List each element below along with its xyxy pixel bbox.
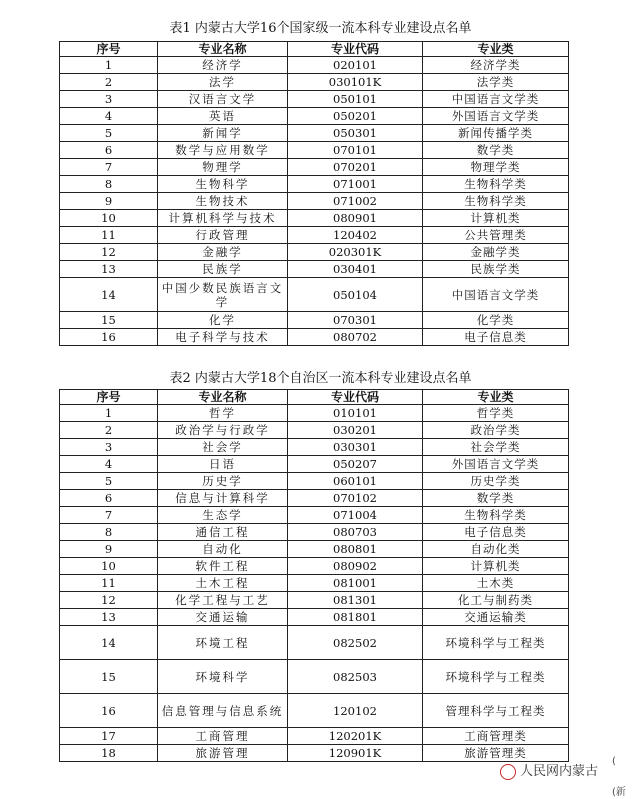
cell-index: 7 xyxy=(60,159,158,176)
table-row xyxy=(60,592,569,609)
table1-title: 表1 内蒙古大学16个国家级一流本科专业建设点名单 xyxy=(169,21,472,36)
cell-index: 10 xyxy=(60,558,158,575)
cell-index: 5 xyxy=(60,473,158,490)
cell-major-code: 060101 xyxy=(288,473,423,490)
cell-major-category: 环境科学与工程类 xyxy=(423,626,569,660)
cell-major-name: 经济学 xyxy=(158,57,288,74)
cell-major-name: 法学 xyxy=(158,74,288,91)
cell-major-code: 050104 xyxy=(288,278,423,312)
cell-major-category: 金融学类 xyxy=(423,244,569,261)
cell-index: 5 xyxy=(60,125,158,142)
header-major-category: 专业类 xyxy=(423,390,569,405)
table-row xyxy=(60,142,569,159)
table-row xyxy=(60,193,569,210)
cell-major-code: 050301 xyxy=(288,125,423,142)
cell-index: 4 xyxy=(60,108,158,125)
cell-major-category: 计算机类 xyxy=(423,210,569,227)
cell-index: 13 xyxy=(60,609,158,626)
cell-major-code: 050201 xyxy=(288,108,423,125)
cell-major-category: 新闻传播学类 xyxy=(423,125,569,142)
cell-index: 14 xyxy=(60,626,158,660)
cell-major-code: 081301 xyxy=(288,592,423,609)
table2-title: 表2 内蒙古大学18个自治区一流本科专业建设点名单 xyxy=(169,371,472,386)
header-index: 序号 xyxy=(60,42,158,57)
table-row xyxy=(60,660,569,694)
cell-major-name: 生态学 xyxy=(158,507,288,524)
cell-index: 12 xyxy=(60,244,158,261)
cell-major-category: 法学类 xyxy=(423,74,569,91)
cell-major-category: 历史学类 xyxy=(423,473,569,490)
corner-fragment-top: ( xyxy=(612,756,616,767)
cell-major-code: 070101 xyxy=(288,142,423,159)
cell-major-code: 071004 xyxy=(288,507,423,524)
table-row xyxy=(60,91,569,108)
watermark-text: 人民网内蒙古 xyxy=(520,764,599,779)
table-row xyxy=(60,159,569,176)
header-major-code: 专业代码 xyxy=(288,42,423,57)
cell-index: 12 xyxy=(60,592,158,609)
table1-header-row xyxy=(60,42,569,57)
cell-major-name: 信息管理与信息系统 xyxy=(158,694,288,728)
cell-major-category: 物理学类 xyxy=(423,159,569,176)
cell-major-category: 中国语言文学类 xyxy=(423,91,569,108)
cell-major-code: 120201K xyxy=(288,728,423,745)
cell-major-name: 政治学与行政学 xyxy=(158,422,288,439)
cell-major-code: 080901 xyxy=(288,210,423,227)
table2 xyxy=(59,389,569,762)
cell-major-name: 物理学 xyxy=(158,159,288,176)
corner-fragment-bottom: (新 xyxy=(612,787,626,798)
cell-major-name: 社会学 xyxy=(158,439,288,456)
cell-major-code: 082503 xyxy=(288,660,423,694)
header-major-name: 专业名称 xyxy=(158,390,288,405)
cell-major-name: 哲学 xyxy=(158,405,288,422)
cell-major-code: 070201 xyxy=(288,159,423,176)
table-row xyxy=(60,609,569,626)
cell-major-code: 030401 xyxy=(288,261,423,278)
table-row xyxy=(60,456,569,473)
cell-major-category: 政治学类 xyxy=(423,422,569,439)
table2-header-row xyxy=(60,390,569,405)
cell-major-category: 电子信息类 xyxy=(423,329,569,346)
table-row xyxy=(60,490,569,507)
cell-major-name: 生物科学 xyxy=(158,176,288,193)
cell-major-name: 历史学 xyxy=(158,473,288,490)
header-index: 序号 xyxy=(60,390,158,405)
cell-index: 16 xyxy=(60,329,158,346)
cell-major-category: 化学类 xyxy=(423,312,569,329)
cell-major-code: 030101K xyxy=(288,74,423,91)
cell-index: 11 xyxy=(60,575,158,592)
table-row xyxy=(60,524,569,541)
cell-major-name: 生物技术 xyxy=(158,193,288,210)
cell-index: 6 xyxy=(60,142,158,159)
cell-index: 3 xyxy=(60,439,158,456)
cell-major-category: 哲学类 xyxy=(423,405,569,422)
cell-major-category: 数学类 xyxy=(423,142,569,159)
cell-major-category: 生物科学类 xyxy=(423,507,569,524)
cell-major-category: 中国语言文学类 xyxy=(423,278,569,312)
table-row xyxy=(60,422,569,439)
cell-major-name: 日语 xyxy=(158,456,288,473)
cell-index: 7 xyxy=(60,507,158,524)
cell-major-name: 数学与应用数学 xyxy=(158,142,288,159)
cell-major-category: 环境科学与工程类 xyxy=(423,660,569,694)
table-row xyxy=(60,210,569,227)
table-row xyxy=(60,125,569,142)
cell-index: 8 xyxy=(60,524,158,541)
cell-major-category: 民族学类 xyxy=(423,261,569,278)
table-row xyxy=(60,74,569,91)
cell-index: 8 xyxy=(60,176,158,193)
cell-major-code: 081801 xyxy=(288,609,423,626)
table-row xyxy=(60,261,569,278)
table-row xyxy=(60,541,569,558)
cell-major-code: 071001 xyxy=(288,176,423,193)
cell-index: 17 xyxy=(60,728,158,745)
cell-major-category: 电子信息类 xyxy=(423,524,569,541)
cell-index: 6 xyxy=(60,490,158,507)
cell-index: 1 xyxy=(60,405,158,422)
cell-index: 11 xyxy=(60,227,158,244)
table-row xyxy=(60,227,569,244)
cell-major-name: 工商管理 xyxy=(158,728,288,745)
cell-major-code: 120901K xyxy=(288,745,423,762)
header-major-name: 专业名称 xyxy=(158,42,288,57)
header-major-category: 专业类 xyxy=(423,42,569,57)
cell-major-name: 交通运输 xyxy=(158,609,288,626)
cell-major-code: 070102 xyxy=(288,490,423,507)
cell-major-code: 050207 xyxy=(288,456,423,473)
cell-major-category: 数学类 xyxy=(423,490,569,507)
cell-index: 4 xyxy=(60,456,158,473)
table-row xyxy=(60,108,569,125)
cell-index: 13 xyxy=(60,261,158,278)
cell-major-category: 化工与制药类 xyxy=(423,592,569,609)
cell-major-category: 外国语言文学类 xyxy=(423,456,569,473)
table-row xyxy=(60,405,569,422)
table-row xyxy=(60,278,569,312)
table-row xyxy=(60,176,569,193)
table-row xyxy=(60,312,569,329)
cell-major-code: 120402 xyxy=(288,227,423,244)
cell-major-name: 环境工程 xyxy=(158,626,288,660)
cell-major-name: 计算机科学与技术 xyxy=(158,210,288,227)
cell-major-code: 020101 xyxy=(288,57,423,74)
cell-major-code: 080702 xyxy=(288,329,423,346)
cell-major-name: 金融学 xyxy=(158,244,288,261)
cell-index: 2 xyxy=(60,422,158,439)
cell-major-name: 汉语言文学 xyxy=(158,91,288,108)
cell-major-name: 信息与计算科学 xyxy=(158,490,288,507)
cell-major-name: 电子科学与技术 xyxy=(158,329,288,346)
cell-major-category: 公共管理类 xyxy=(423,227,569,244)
cell-major-code: 082502 xyxy=(288,626,423,660)
cell-index: 10 xyxy=(60,210,158,227)
cell-major-code: 071002 xyxy=(288,193,423,210)
cell-major-code: 120102 xyxy=(288,694,423,728)
cell-major-category: 外国语言文学类 xyxy=(423,108,569,125)
cell-major-code: 080902 xyxy=(288,558,423,575)
cell-major-category: 社会学类 xyxy=(423,439,569,456)
cell-major-category: 工商管理类 xyxy=(423,728,569,745)
table-row xyxy=(60,745,569,762)
cell-index: 16 xyxy=(60,694,158,728)
table-row xyxy=(60,507,569,524)
cell-major-name: 环境科学 xyxy=(158,660,288,694)
cell-major-name: 旅游管理 xyxy=(158,745,288,762)
cell-major-category: 交通运输类 xyxy=(423,609,569,626)
table-row xyxy=(60,439,569,456)
cell-index: 14 xyxy=(60,278,158,312)
people-daily-logo-icon xyxy=(500,764,516,780)
cell-major-name: 土木工程 xyxy=(158,575,288,592)
table-row xyxy=(60,244,569,261)
cell-major-code: 080703 xyxy=(288,524,423,541)
cell-major-code: 070301 xyxy=(288,312,423,329)
cell-major-code: 010101 xyxy=(288,405,423,422)
cell-major-name: 化学工程与工艺 xyxy=(158,592,288,609)
cell-major-name: 英语 xyxy=(158,108,288,125)
table-row xyxy=(60,575,569,592)
header-major-code: 专业代码 xyxy=(288,390,423,405)
cell-major-category: 生物科学类 xyxy=(423,176,569,193)
cell-index: 15 xyxy=(60,660,158,694)
cell-major-code: 030201 xyxy=(288,422,423,439)
cell-major-code: 080801 xyxy=(288,541,423,558)
watermark xyxy=(500,760,598,780)
cell-index: 9 xyxy=(60,541,158,558)
cell-major-category: 经济学类 xyxy=(423,57,569,74)
table-row xyxy=(60,329,569,346)
cell-major-category: 计算机类 xyxy=(423,558,569,575)
cell-major-category: 管理科学与工程类 xyxy=(423,694,569,728)
cell-major-name: 通信工程 xyxy=(158,524,288,541)
cell-major-code: 050101 xyxy=(288,91,423,108)
cell-major-name: 软件工程 xyxy=(158,558,288,575)
cell-major-category: 旅游管理类 xyxy=(423,745,569,762)
cell-major-name: 民族学 xyxy=(158,261,288,278)
table-row xyxy=(60,57,569,74)
cell-major-category: 土木类 xyxy=(423,575,569,592)
cell-major-name: 中国少数民族语言文学 xyxy=(158,278,288,312)
cell-index: 9 xyxy=(60,193,158,210)
cell-index: 3 xyxy=(60,91,158,108)
cell-major-code: 081001 xyxy=(288,575,423,592)
table-row xyxy=(60,558,569,575)
cell-major-category: 自动化类 xyxy=(423,541,569,558)
table-row xyxy=(60,473,569,490)
cell-major-name: 新闻学 xyxy=(158,125,288,142)
table-row xyxy=(60,694,569,728)
table1 xyxy=(59,41,569,346)
cell-major-code: 020301K xyxy=(288,244,423,261)
cell-major-name: 行政管理 xyxy=(158,227,288,244)
cell-major-name: 化学 xyxy=(158,312,288,329)
cell-index: 1 xyxy=(60,57,158,74)
cell-major-name: 自动化 xyxy=(158,541,288,558)
cell-major-code: 030301 xyxy=(288,439,423,456)
table-row xyxy=(60,626,569,660)
cell-major-category: 生物科学类 xyxy=(423,193,569,210)
cell-index: 2 xyxy=(60,74,158,91)
cell-index: 15 xyxy=(60,312,158,329)
cell-index: 18 xyxy=(60,745,158,762)
table-row xyxy=(60,728,569,745)
